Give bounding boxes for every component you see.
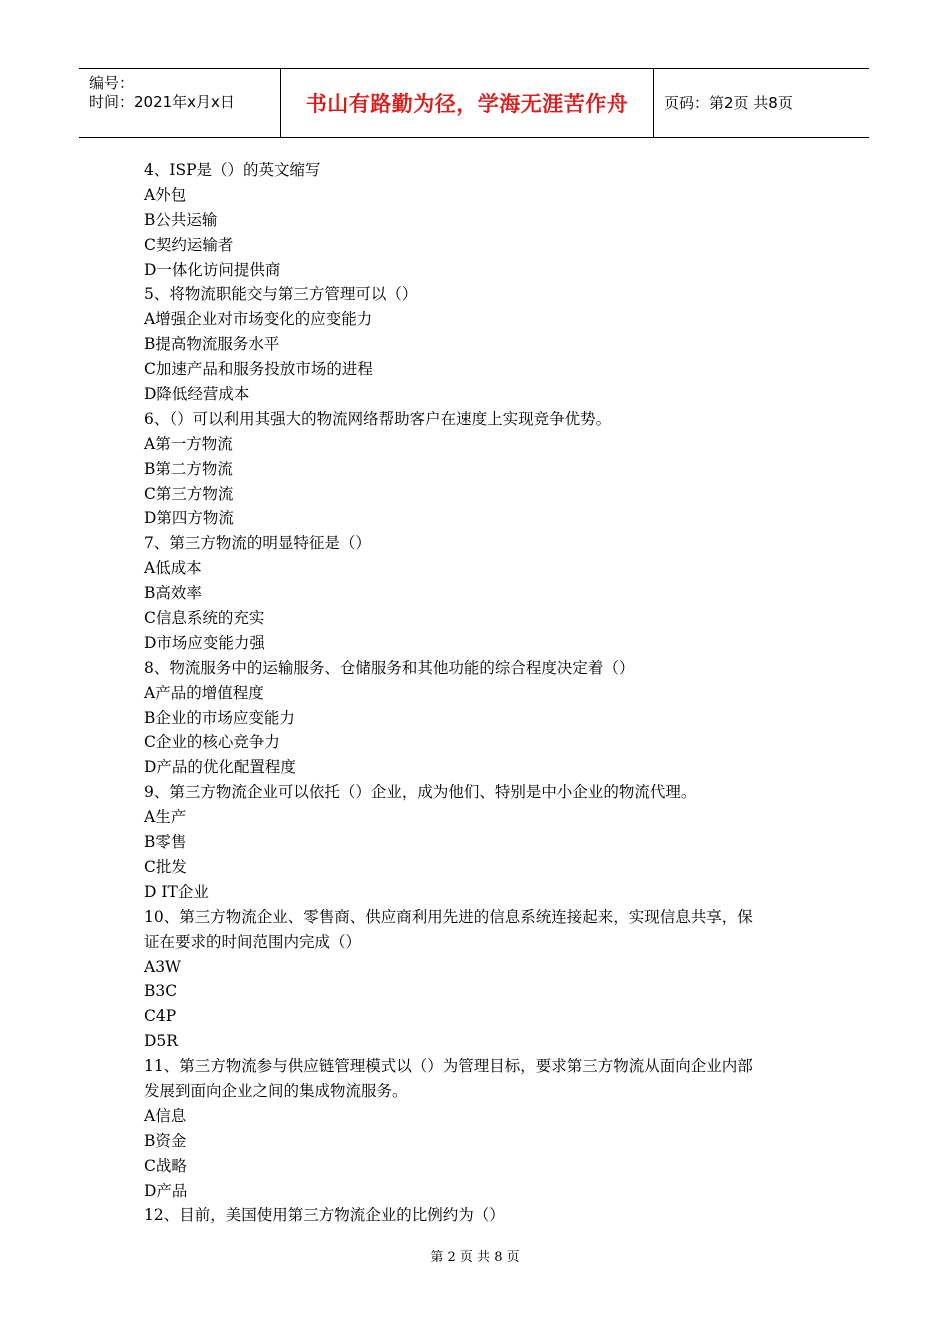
header-info-cell [79,69,280,137]
header-page-cell [654,69,869,137]
text-line: A3W [144,957,181,976]
text-line: C4P [144,1007,177,1026]
serial-number-label: 编号： [89,74,135,92]
text-line: 4、ISP是（）的英文缩写 [144,161,321,179]
text-line: B公共运输 [144,210,218,229]
text-line: B高效率 [144,584,202,603]
text-line: A增强企业对市场变化的应变能力 [144,310,373,329]
text-line: 10、第三方物流企业、零售商、供应商利用先进的信息系统连接起来，实现信息共享，保 [144,907,753,926]
text-line: C加速产品和服务投放市场的进程 [144,360,373,379]
text-line: D第四方物流 [144,509,234,528]
text-line: 发展到面向企业之间的集成物流服务。 [144,1081,408,1100]
text-line: D5R [144,1032,178,1051]
page-footer [0,1246,950,1265]
text-line: D产品 [144,1181,188,1200]
document-body [144,158,824,1228]
text-line: C第三方物流 [144,484,234,503]
text-line: C批发 [144,857,187,876]
motto-text: 书山有路勤为径，学海无涯苦作舟 [305,92,629,116]
text-line: A第一方物流 [144,434,233,453]
text-line: B零售 [144,833,187,852]
text-line: D产品的优化配置程度 [144,758,296,777]
page-header [79,68,869,138]
text-line: A信息 [144,1106,187,1125]
text-line: C战略 [144,1156,187,1175]
text-line: D一体化访问提供商 [144,260,281,279]
text-line: A外包 [144,185,187,204]
text-line: 7、第三方物流的明显特征是（） [144,534,371,553]
text-line: A低成本 [144,559,202,578]
text-line: 9、第三方物流企业可以依托（）企业，成为他们、特别是中小企业的物流代理。 [144,783,697,802]
text-line: C企业的核心竞争力 [144,733,280,752]
text-line: C信息系统的充实 [144,609,265,628]
text-line: A生产 [144,808,187,827]
time-label: 时间：2021年x月x日 [89,93,235,111]
footer-page-indicator: 第 2 页 共 8 页 [430,1250,520,1265]
text-line: A产品的增值程度 [144,683,264,702]
text-line: C契约运输者 [144,235,234,254]
text-line: D IT企业 [144,882,209,901]
text-line: B资金 [144,1131,187,1150]
text-line: 5、将物流职能交与第三方管理可以（） [144,285,418,304]
text-line: 6、（）可以利用其强大的物流网络帮助客户在速度上实现竞争优势。 [144,409,612,428]
text-line: 12、目前，美国使用第三方物流企业的比例约为（） [144,1206,505,1225]
page-number-label: 页码：第2页 共8页 [664,94,793,112]
text-line: 证在要求的时间范围内完成（） [144,932,362,951]
header-motto-cell [280,69,654,137]
text-line: D市场应变能力强 [144,633,265,652]
text-line: B第二方物流 [144,459,233,478]
text-line: 8、物流服务中的运输服务、仓储服务和其他功能的综合程度决定着（） [144,658,635,677]
text-line: 11、第三方物流参与供应链管理模式以（）为管理目标，要求第三方物流从面向企业内部 [144,1057,753,1076]
text-line: D降低经营成本 [144,385,250,404]
text-line: B企业的市场应变能力 [144,708,295,727]
text-line: B3C [144,982,178,1001]
text-line: B提高物流服务水平 [144,335,280,354]
